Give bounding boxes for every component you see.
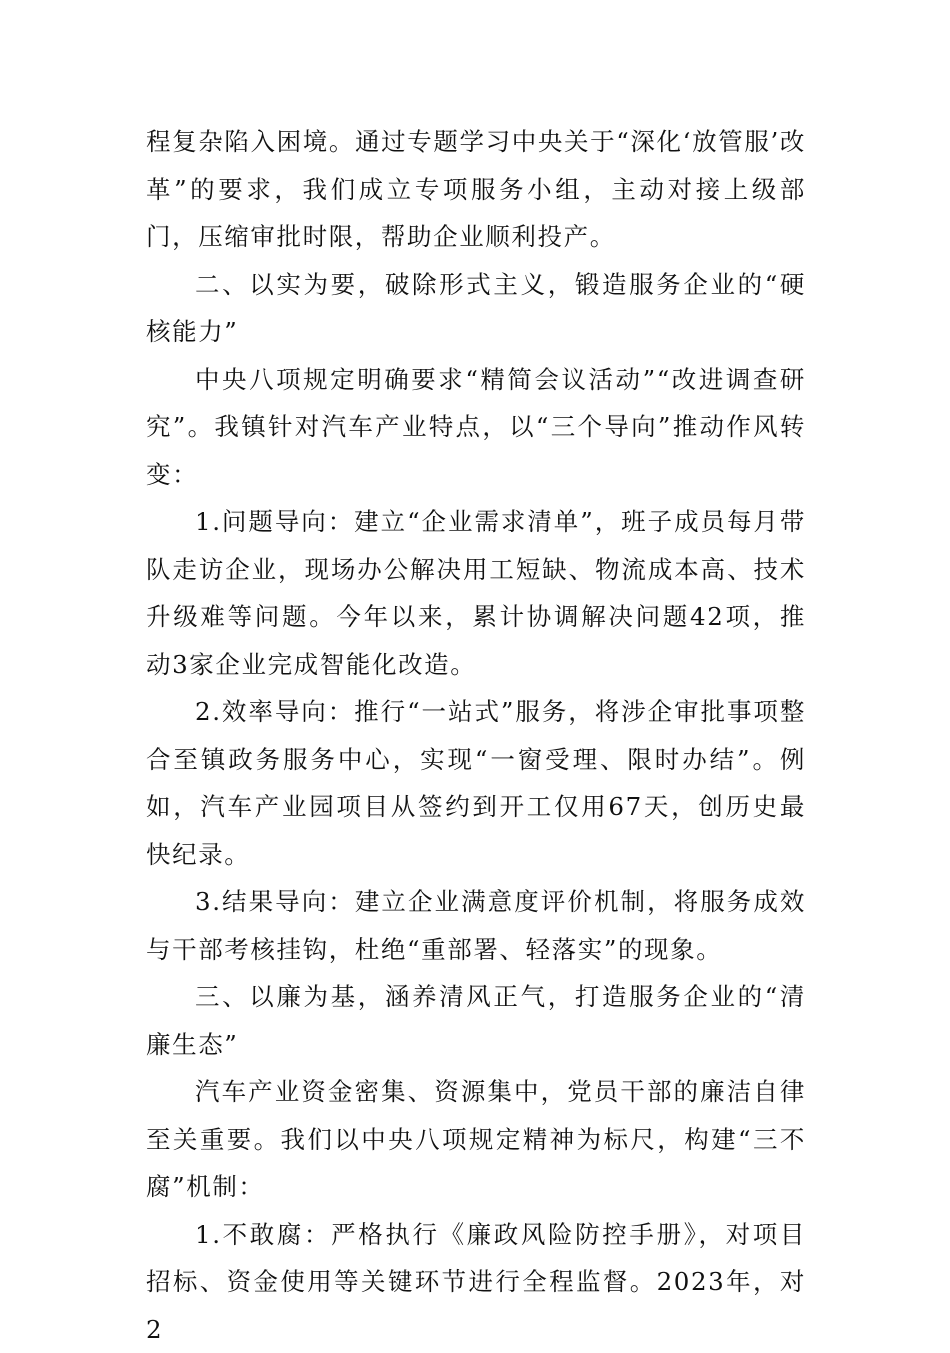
list-item-dare-not-corrupt: 1.不敢腐：严格执行《廉政风险防控手册》，对项目招标、资金使用等关键环节进行全程监督。2023年，对2 — [146, 1211, 806, 1353]
paragraph-continuation: 程复杂陷入困境。通过专题学习中央关于“深化‘放管服’改革”的要求，我们成立专项服务小组，主动对接上级部门，压缩审批时限，帮助企业顺利投产。 — [146, 118, 806, 261]
list-item-efficiency-orientation: 2.效率导向：推行“一站式”服务，将涉企审批事项整合至镇政务服务中心，实现“一窗受理、限时办结”。例如，汽车产业园项目从签约到开工仅用67天，创历史最快纪录。 — [146, 688, 806, 878]
list-item-problem-orientation: 1.问题导向：建立“企业需求清单”，班子成员每月带队走访企业，现场办公解决用工短缺、物流成本高、技术升级难等问题。今年以来，累计协调解决问题42项，推动3家企业完成智能化改造。 — [146, 498, 806, 688]
paragraph-section-2-intro: 中央八项规定明确要求“精简会议活动”“改进调查研究”。我镇针对汽车产业特点，以“三个导向”推动作风转变： — [146, 356, 806, 499]
paragraph-section-3-intro: 汽车产业资金密集、资源集中，党员干部的廉洁自律至关重要。我们以中央八项规定精神为标尺，构建“三不腐”机制： — [146, 1068, 806, 1211]
document-body — [146, 118, 806, 1353]
section-heading-2: 二、以实为要，破除形式主义，锻造服务企业的“硬核能力” — [146, 261, 806, 356]
list-item-result-orientation: 3.结果导向：建立企业满意度评价机制，将服务成效与干部考核挂钩，杜绝“重部署、轻落实”的现象。 — [146, 878, 806, 973]
section-heading-3: 三、以廉为基，涵养清风正气，打造服务企业的“清廉生态” — [146, 973, 806, 1068]
